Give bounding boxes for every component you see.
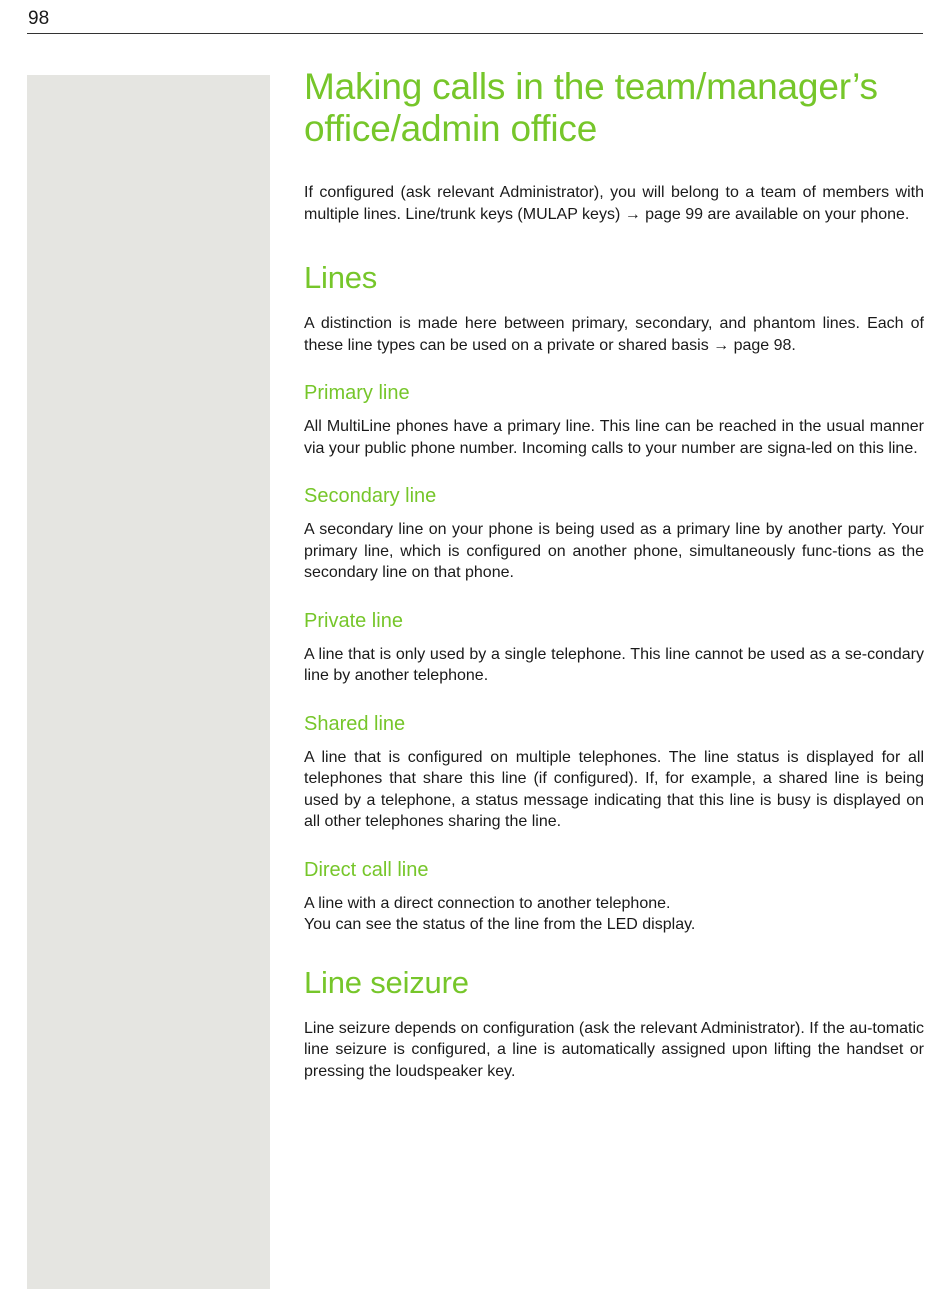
sidebar-panel (27, 75, 270, 1289)
page-title-line2: office/admin office (304, 108, 598, 149)
subsection-title-shared-line: Shared line (304, 712, 406, 735)
intro-paragraph: If configured (ask relevant Administrator), you will belong to a team of members with multiple lines. Line/trunk keys (MULAP keys) → page 99 are available on your phone. (304, 184, 924, 223)
private-line-paragraph: A line that is only used by a single telephone. This line cannot be used as a se-condary line by another telephone. (304, 645, 924, 684)
subsection-title-primary-line: Primary line (304, 382, 410, 404)
header-rule (27, 33, 923, 34)
direct-call-line-paragraph (304, 893, 924, 936)
subsection-title-direct-call-line: Direct call line (304, 858, 429, 881)
secondary-line-paragraph: A secondary line on your phone is being used as a primary line by another party. Your primary line, which is configured on another phone, simultaneously func-tions as the secondary line on that phone. (304, 521, 924, 581)
page-number: 98 (28, 8, 50, 29)
primary-line-paragraph: All MultiLine phones have a primary line. This line can be reached in the usual manner via your public phone number. Incoming calls to your number are signa-led on this line. (304, 418, 924, 457)
direct-call-line-text-2: You can see the status of the line from the LED display. (304, 916, 696, 933)
direct-call-line-text-1: A line with a direct connection to another telephone. (304, 894, 671, 912)
page-title-line1: Making calls in the team/manager’s (304, 66, 878, 107)
lines-paragraph: A distinction is made here between primary, secondary, and phantom lines. Each of these line types can be used on a private or shared basis → page 98. (304, 315, 924, 354)
page-title (304, 66, 924, 150)
section-title-line-seizure: Line seizure (304, 964, 469, 1000)
subsection-title-private-line: Private line (304, 609, 403, 632)
main-content (304, 66, 924, 1082)
shared-line-paragraph: A line that is configured on multiple telephones. The line status is displayed for all telephones that share this line (if configured). If, for example, a shared line is being used by a telephone, a status message indicating that this line is busy is displayed on all other telephones sharing the line. (304, 748, 924, 830)
subsection-title-secondary-line: Secondary line (304, 485, 437, 507)
section-title-lines: Lines (304, 260, 378, 295)
line-seizure-paragraph: Line seizure depends on configuration (ask the relevant Administrator). If the au-tomatic line seizure is configured, a line is automatically assigned upon lifting the handset or pressing the loudspeaker key. (304, 1019, 924, 1080)
